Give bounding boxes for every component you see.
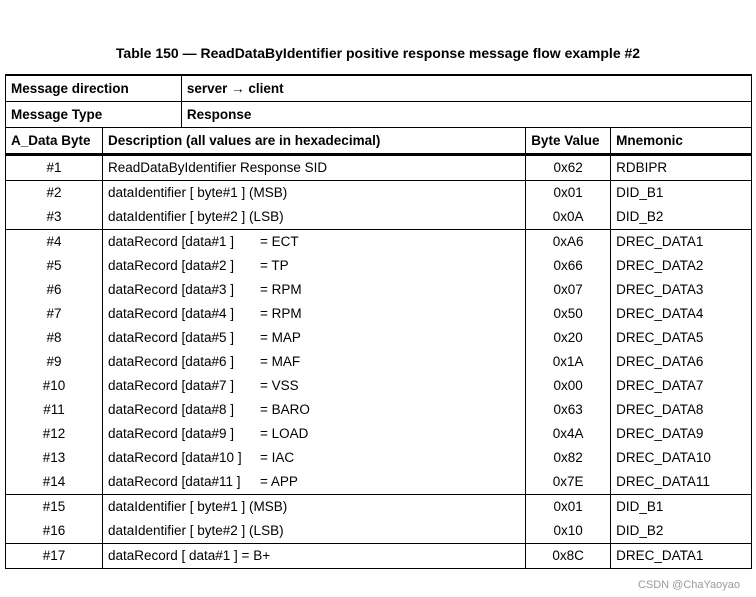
table-row bbox=[6, 181, 752, 206]
description-cell bbox=[102, 350, 525, 374]
byte-cell: #17 bbox=[6, 544, 103, 569]
direction-label: Message direction bbox=[6, 75, 182, 102]
mnemonic-cell: DREC_DATA6 bbox=[611, 350, 752, 374]
mnemonic-cell: DREC_DATA1 bbox=[611, 544, 752, 569]
record-parameter: = ECT bbox=[259, 234, 299, 249]
byte-value-cell: 0x63 bbox=[526, 398, 611, 422]
table-row bbox=[6, 326, 752, 350]
description-cell bbox=[102, 230, 525, 255]
byte-cell: #5 bbox=[6, 254, 103, 278]
byte-value-cell: 0x10 bbox=[526, 519, 611, 544]
col-header-description: Description (all values are in hexadecimal) bbox=[102, 128, 525, 155]
byte-value-cell: 0x66 bbox=[526, 254, 611, 278]
byte-value-cell: 0x7E bbox=[526, 470, 611, 495]
byte-cell: #7 bbox=[6, 302, 103, 326]
type-value: Response bbox=[181, 102, 751, 128]
description-cell bbox=[102, 398, 525, 422]
byte-cell: #4 bbox=[6, 230, 103, 255]
table-row bbox=[6, 519, 752, 544]
table-caption: Table 150 — ReadDataByIdentifier positive response message flow example #2 bbox=[115, 45, 641, 61]
description-cell: dataIdentifier [ byte#1 ] (MSB) bbox=[102, 495, 525, 520]
description-cell: dataIdentifier [ byte#1 ] (MSB) bbox=[102, 181, 525, 206]
byte-value-cell: 0x01 bbox=[526, 181, 611, 206]
watermark: CSDN @ChaYaoyao bbox=[637, 579, 740, 591]
byte-cell: #11 bbox=[6, 398, 103, 422]
byte-cell: #2 bbox=[6, 181, 103, 206]
table-body bbox=[6, 155, 752, 569]
record-parameter: = LOAD bbox=[259, 426, 309, 441]
record-parameter: = BARO bbox=[259, 402, 310, 417]
record-name: dataRecord [data#10 ] bbox=[107, 450, 242, 465]
record-name: dataRecord [data#2 ] bbox=[107, 258, 235, 273]
description-cell bbox=[102, 302, 525, 326]
record-parameter: = RPM bbox=[259, 306, 302, 321]
table-row bbox=[6, 302, 752, 326]
record-parameter: = APP bbox=[259, 474, 298, 489]
record-name: dataRecord [data#8 ] bbox=[107, 402, 235, 417]
table-row bbox=[6, 374, 752, 398]
byte-value-cell: 0x8C bbox=[526, 544, 611, 569]
mnemonic-cell: DID_B2 bbox=[611, 519, 752, 544]
type-row bbox=[6, 102, 752, 128]
byte-value-cell: 0x00 bbox=[526, 374, 611, 398]
mnemonic-cell: DREC_DATA9 bbox=[611, 422, 752, 446]
mnemonic-cell: RDBIPR bbox=[611, 155, 752, 181]
byte-cell: #12 bbox=[6, 422, 103, 446]
mnemonic-cell: DREC_DATA11 bbox=[611, 470, 752, 495]
record-parameter: = IAC bbox=[259, 450, 295, 465]
description-cell: ReadDataByIdentifier Response SID bbox=[102, 155, 525, 181]
column-header-row bbox=[6, 128, 752, 155]
mnemonic-cell: DREC_DATA4 bbox=[611, 302, 752, 326]
table-row bbox=[6, 278, 752, 302]
record-name: dataRecord [data#7 ] bbox=[107, 378, 235, 393]
byte-value-cell: 0x50 bbox=[526, 302, 611, 326]
table-row bbox=[6, 350, 752, 374]
table-row bbox=[6, 230, 752, 255]
byte-cell: #3 bbox=[6, 205, 103, 230]
table-row bbox=[6, 544, 752, 569]
description-cell bbox=[102, 422, 525, 446]
description-cell bbox=[102, 326, 525, 350]
record-name: dataRecord [data#3 ] bbox=[107, 282, 235, 297]
byte-cell: #8 bbox=[6, 326, 103, 350]
record-parameter: = MAF bbox=[259, 354, 301, 369]
table-row bbox=[6, 422, 752, 446]
description-cell: dataIdentifier [ byte#2 ] (LSB) bbox=[102, 519, 525, 544]
mnemonic-cell: DREC_DATA5 bbox=[611, 326, 752, 350]
response-table bbox=[5, 74, 752, 569]
direction-row bbox=[6, 75, 752, 102]
description-cell: dataRecord [ data#1 ] = B+ bbox=[102, 544, 525, 569]
byte-value-cell: 0x1A bbox=[526, 350, 611, 374]
type-label: Message Type bbox=[6, 102, 182, 128]
byte-value-cell: 0x82 bbox=[526, 446, 611, 470]
record-name: dataRecord [data#6 ] bbox=[107, 354, 235, 369]
mnemonic-cell: DREC_DATA7 bbox=[611, 374, 752, 398]
mnemonic-cell: DREC_DATA1 bbox=[611, 230, 752, 255]
byte-cell: #1 bbox=[6, 155, 103, 181]
record-name: dataRecord [data#9 ] bbox=[107, 426, 235, 441]
table-row bbox=[6, 155, 752, 181]
byte-value-cell: 0xA6 bbox=[526, 230, 611, 255]
table-row bbox=[6, 254, 752, 278]
record-name: dataRecord [data#4 ] bbox=[107, 306, 235, 321]
mnemonic-cell: DID_B2 bbox=[611, 205, 752, 230]
col-header-byte: A_Data Byte bbox=[6, 128, 103, 155]
mnemonic-cell: DID_B1 bbox=[611, 181, 752, 206]
byte-cell: #13 bbox=[6, 446, 103, 470]
byte-value-cell: 0x0A bbox=[526, 205, 611, 230]
table-row bbox=[6, 446, 752, 470]
mnemonic-cell: DREC_DATA3 bbox=[611, 278, 752, 302]
record-parameter: = MAP bbox=[259, 330, 301, 345]
byte-cell: #9 bbox=[6, 350, 103, 374]
byte-value-cell: 0x4A bbox=[526, 422, 611, 446]
table-row bbox=[6, 205, 752, 230]
table-row bbox=[6, 495, 752, 520]
mnemonic-cell: DREC_DATA10 bbox=[611, 446, 752, 470]
mnemonic-cell: DREC_DATA2 bbox=[611, 254, 752, 278]
byte-value-cell: 0x01 bbox=[526, 495, 611, 520]
col-header-mnemonic: Mnemonic bbox=[611, 128, 752, 155]
description-cell bbox=[102, 446, 525, 470]
byte-cell: #16 bbox=[6, 519, 103, 544]
record-name: dataRecord [data#11 ] bbox=[107, 474, 241, 489]
byte-value-cell: 0x07 bbox=[526, 278, 611, 302]
record-parameter: = VSS bbox=[259, 378, 299, 393]
record-name: dataRecord [data#1 ] bbox=[107, 234, 235, 249]
record-parameter: = RPM bbox=[259, 282, 302, 297]
table-row bbox=[6, 470, 752, 495]
byte-cell: #14 bbox=[6, 470, 103, 495]
mnemonic-cell: DID_B1 bbox=[611, 495, 752, 520]
col-header-value: Byte Value bbox=[526, 128, 611, 155]
byte-cell: #10 bbox=[6, 374, 103, 398]
direction-value: server → client bbox=[181, 75, 751, 102]
record-name: dataRecord [data#5 ] bbox=[107, 330, 235, 345]
description-cell: dataIdentifier [ byte#2 ] (LSB) bbox=[102, 205, 525, 230]
mnemonic-cell: DREC_DATA8 bbox=[611, 398, 752, 422]
table-row bbox=[6, 398, 752, 422]
record-parameter: = TP bbox=[259, 258, 289, 273]
description-cell bbox=[102, 254, 525, 278]
byte-cell: #6 bbox=[6, 278, 103, 302]
description-cell bbox=[102, 278, 525, 302]
byte-value-cell: 0x20 bbox=[526, 326, 611, 350]
byte-cell: #15 bbox=[6, 495, 103, 520]
description-cell bbox=[102, 470, 525, 495]
byte-value-cell: 0x62 bbox=[526, 155, 611, 181]
description-cell bbox=[102, 374, 525, 398]
